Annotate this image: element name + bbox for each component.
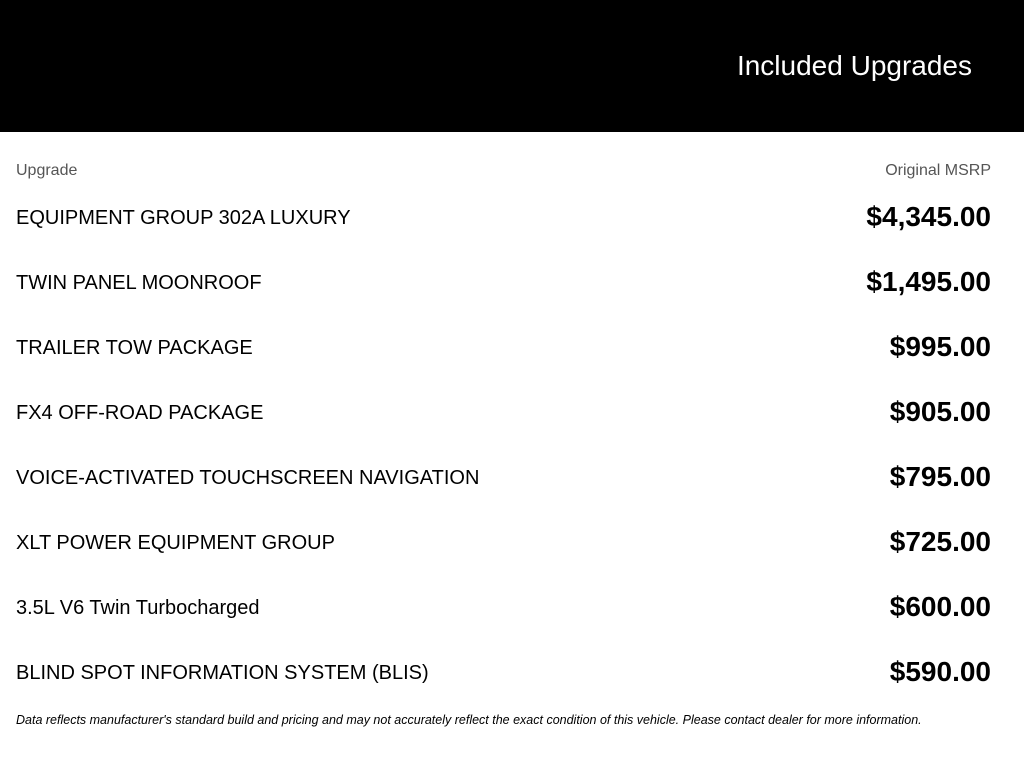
upgrade-name: VOICE-ACTIVATED TOUCHSCREEN NAVIGATION	[16, 467, 480, 489]
upgrade-price: $600.00	[889, 591, 991, 622]
list-item	[16, 260, 991, 325]
column-header-upgrade: Upgrade	[16, 162, 78, 179]
upgrade-name: 3.5L V6 Twin Turbocharged	[16, 597, 260, 619]
upgrade-name: TWIN PANEL MOONROOF	[16, 272, 262, 294]
list-item	[16, 455, 991, 520]
upgrade-price: $1,495.00	[866, 266, 991, 297]
upgrade-name: FX4 OFF-ROAD PACKAGE	[16, 402, 264, 424]
upgrade-name: BLIND SPOT INFORMATION SYSTEM (BLIS)	[16, 662, 429, 684]
upgrade-price: $590.00	[889, 656, 991, 687]
page-title: Included Upgrades	[736, 50, 972, 81]
upgrade-name: XLT POWER EQUIPMENT GROUP	[16, 532, 335, 554]
upgrade-name: EQUIPMENT GROUP 302A LUXURY	[16, 207, 351, 229]
list-item	[16, 325, 991, 390]
upgrade-price: $725.00	[889, 526, 991, 557]
upgrade-price: $795.00	[889, 461, 991, 492]
upgrade-name: TRAILER TOW PACKAGE	[16, 337, 253, 359]
upgrade-price: $905.00	[889, 396, 991, 427]
upgrade-price: $995.00	[889, 331, 991, 362]
list-item	[16, 585, 991, 650]
list-item	[16, 520, 991, 585]
column-headers	[16, 161, 991, 181]
list-item	[16, 195, 991, 260]
upgrade-price: $4,345.00	[866, 201, 991, 232]
disclaimer-text: Data reflects manufacturer's standard build and pricing and may not accurately reflect the exact condition of this vehicle. Please contact dealer for more information.	[16, 713, 922, 727]
upgrades-list	[16, 195, 991, 715]
list-item	[16, 650, 991, 715]
column-header-msrp: Original MSRP	[885, 162, 991, 179]
list-item	[16, 390, 991, 455]
header-banner	[0, 0, 1024, 132]
